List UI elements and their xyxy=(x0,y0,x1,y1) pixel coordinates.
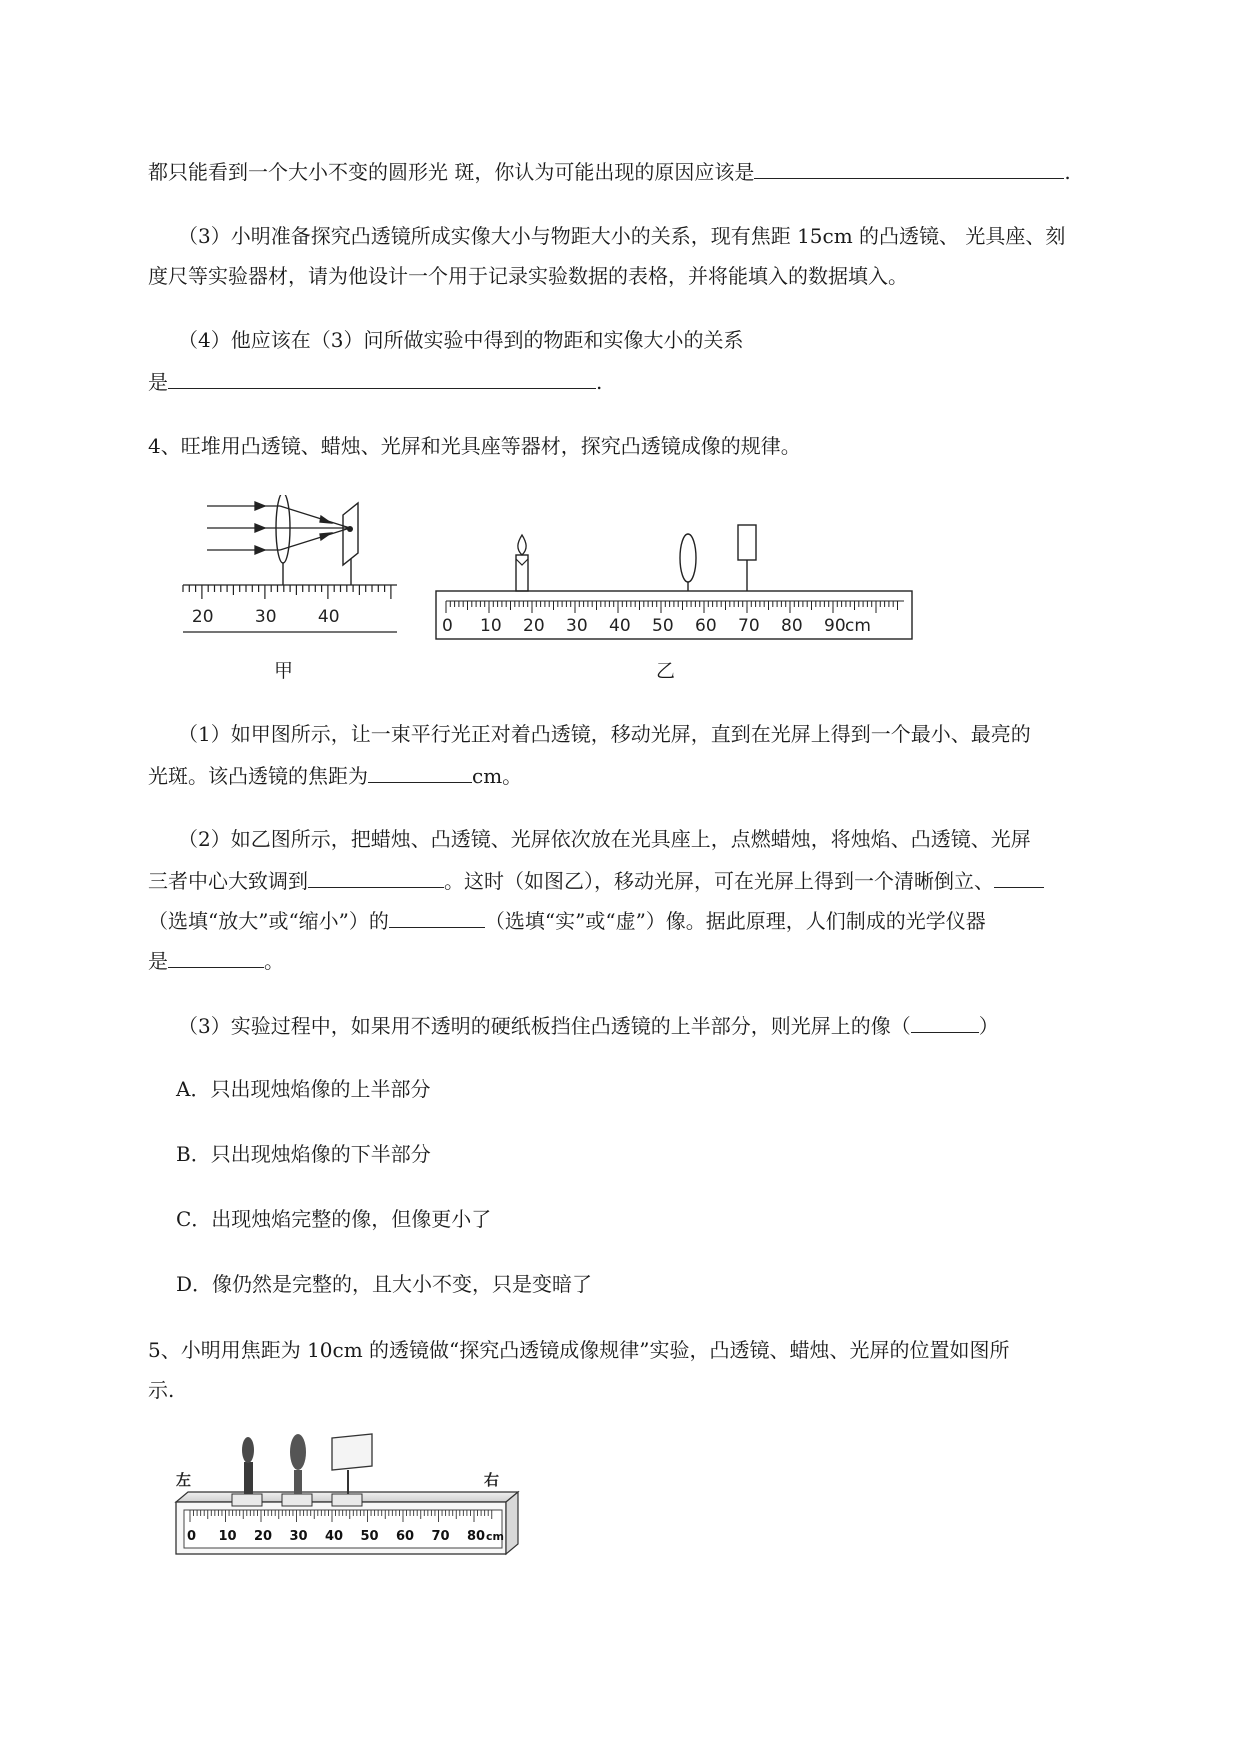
q5-line1 xyxy=(148,1336,1010,1364)
scale-label: 50 xyxy=(652,616,674,636)
text: 是 xyxy=(148,370,168,394)
scale-label: 30 xyxy=(254,607,277,627)
scale-label: 80 xyxy=(781,616,803,636)
text: （1）如甲图所示，让一束平行光正对着凸透镜，移动光屏，直到在光屏上得到一个最小、最亮的 xyxy=(178,722,1031,746)
text: （2）如乙图所示，把蜡烛、凸透镜、光屏依次放在光具座上，点燃蜡烛，将烛焰、凸透镜、光屏 xyxy=(178,827,1031,851)
scale-label: 0 xyxy=(187,1529,197,1544)
answer-blank[interactable] xyxy=(911,1010,979,1033)
option-c[interactable] xyxy=(176,1205,491,1233)
convex-lens-icon xyxy=(680,534,696,582)
scale-label: 20 xyxy=(523,616,545,636)
option-d[interactable] xyxy=(176,1270,592,1298)
text: D．像仍然是完整的，且大小不变，只是变暗了 xyxy=(176,1272,593,1296)
scale-label: 90 xyxy=(824,616,846,636)
answer-blank[interactable] xyxy=(389,905,485,928)
scale-label: 20 xyxy=(254,1529,273,1544)
text: （4）他应该在（3）问所做实验中得到的物距和实像大小的关系 xyxy=(178,328,744,352)
text: （选填“放大”或“缩小”）的 xyxy=(148,909,389,933)
q4-part1-line1 xyxy=(178,720,1031,748)
q4-part2-line1 xyxy=(178,825,1031,853)
convex-lens-icon xyxy=(282,1434,312,1506)
scale-label: 20 xyxy=(191,607,214,627)
q5-line2 xyxy=(148,1376,174,1404)
text: A．只出现烛焰像的上半部分 xyxy=(176,1077,431,1101)
left-label: 左 xyxy=(176,1471,192,1489)
option-b[interactable] xyxy=(176,1140,431,1168)
scale-label: 40 xyxy=(317,607,340,627)
text: 度尺等实验器材，请为他设计一个用于记录实验数据的表格，并将能填入的数据填入。 xyxy=(148,264,908,288)
scale-label: 40 xyxy=(609,616,631,636)
figure-yi xyxy=(430,515,920,645)
candle-icon xyxy=(516,535,528,591)
text: 三者中心大致调到 xyxy=(148,869,308,893)
right-label: 右 xyxy=(484,1471,500,1489)
answer-blank[interactable] xyxy=(168,366,596,389)
text: . xyxy=(1064,160,1071,184)
scale-label: 10 xyxy=(218,1529,237,1544)
figure-caption-jia: 甲 xyxy=(274,660,294,682)
q4-part1-line2 xyxy=(148,760,522,790)
text: （选填“实”或“虚”）像。据此原理，人们制成的光学仪器 xyxy=(484,909,986,933)
scale-label: 40 xyxy=(325,1529,344,1544)
text: （3）小明准备探究凸透镜所成实像大小与物距大小的关系，现有焦距 15cm 的凸透镜、 光具座、刻 xyxy=(178,224,1066,248)
answer-blank[interactable] xyxy=(168,945,264,968)
text: 光斑。该凸透镜的焦距为 xyxy=(148,764,368,788)
text: B．只出现烛焰像的下半部分 xyxy=(176,1142,431,1166)
q4-stem xyxy=(148,432,801,460)
q4-part3-question xyxy=(178,1010,999,1040)
q4-part2-line2 xyxy=(148,865,1044,895)
scale-label: 80 xyxy=(467,1529,486,1544)
scale-unit: cm xyxy=(486,1530,504,1543)
figure-jia xyxy=(175,495,405,645)
scale-label: 0 xyxy=(442,616,453,636)
text: 4、旺堆用凸透镜、蜡烛、光屏和光具座等器材，探究凸透镜成像的规律。 xyxy=(148,434,801,458)
q3-part4-line2 xyxy=(148,366,602,396)
figure-q5-bench xyxy=(172,1430,522,1560)
text-line xyxy=(148,156,1071,186)
text: C．出现烛焰完整的像，但像更小了 xyxy=(176,1207,492,1231)
ruler-scale xyxy=(183,585,397,632)
option-a[interactable] xyxy=(176,1075,430,1103)
text: . xyxy=(596,370,603,394)
text: （3）实验过程中，如果用不透明的硬纸板挡住凸透镜的上半部分，则光屏上的像（ xyxy=(178,1014,911,1038)
answer-blank[interactable] xyxy=(308,865,444,888)
scale-label: 70 xyxy=(431,1529,450,1544)
q3-part3-line1 xyxy=(178,222,1065,250)
scale-label: 30 xyxy=(289,1529,308,1544)
figure-caption-yi: 乙 xyxy=(656,660,676,682)
answer-blank[interactable] xyxy=(994,865,1044,888)
text: 。这时（如图乙），移动光屏，可在光屏上得到一个清晰倒立、 xyxy=(444,869,994,893)
q4-part2-line4 xyxy=(148,945,284,975)
q3-part3-line2 xyxy=(148,262,908,290)
q4-part2-line3 xyxy=(148,905,986,935)
candle-icon xyxy=(232,1437,262,1506)
scale-unit: cm xyxy=(845,616,871,636)
text: ） xyxy=(978,1014,999,1038)
text: 是 xyxy=(148,949,168,973)
text: 都只能看到一个大小不变的圆形光 斑，你认为可能出现的原因应该是 xyxy=(148,160,755,184)
scale-label: 50 xyxy=(360,1529,379,1544)
q3-part4-line1 xyxy=(178,326,743,354)
light-screen-icon xyxy=(738,525,756,560)
text: 。 xyxy=(264,949,284,973)
text: cm。 xyxy=(472,764,523,788)
scale-label: 60 xyxy=(396,1529,415,1544)
scale-label: 60 xyxy=(695,616,717,636)
text: 示. xyxy=(148,1378,175,1402)
answer-blank[interactable] xyxy=(754,156,1064,179)
text: 5、小明用焦距为 10cm 的透镜做“探究凸透镜成像规律”实验，凸透镜、蜡烛、光屏的位置如图所 xyxy=(148,1338,1010,1362)
scale-label: 30 xyxy=(566,616,588,636)
light-screen-icon xyxy=(343,503,358,565)
scale-label: 10 xyxy=(480,616,502,636)
convex-lens-icon xyxy=(276,495,290,563)
answer-blank[interactable] xyxy=(368,760,472,783)
scale-label: 70 xyxy=(738,616,760,636)
